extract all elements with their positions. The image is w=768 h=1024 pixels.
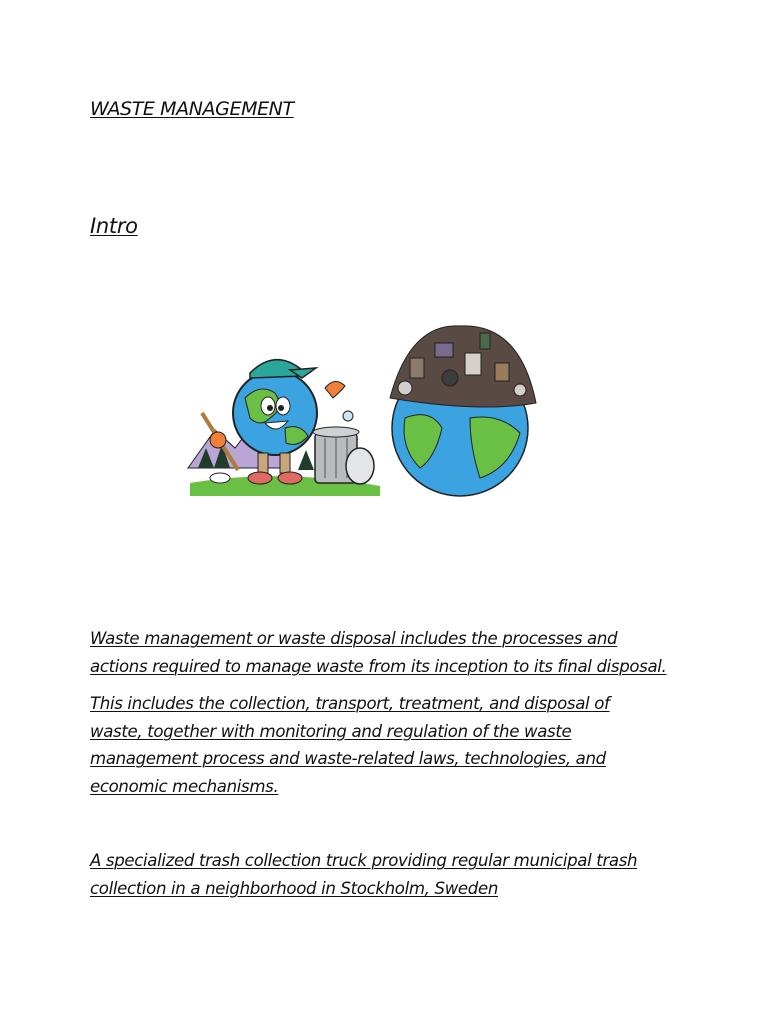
waste-illustration [180, 318, 540, 503]
trash-can-icon [313, 427, 374, 484]
section-heading-intro: Intro [90, 214, 138, 238]
paragraph-line: economic mechanisms. [90, 776, 279, 796]
paragraph-line: management process and waste-related laws, technologies, and [90, 749, 606, 768]
paragraph-waste-definition [90, 625, 710, 680]
paragraph-waste-scope [90, 690, 710, 800]
paragraph-line: Waste management or waste disposal includes the processes and [90, 629, 618, 648]
paragraph-line: actions required to manage waste from its inception to its final disposal. [90, 656, 667, 676]
paragraph-line: A specialized trash collection truck providing regular municipal trash [90, 851, 638, 870]
earth-with-garbage-icon [390, 326, 536, 496]
document-title: WASTE MANAGEMENT [90, 98, 294, 120]
paragraph-line: This includes the collection, transport, treatment, and disposal of [90, 694, 610, 713]
paragraph-line: collection in a neighborhood in Stockholm, Sweden [90, 878, 499, 898]
paragraph-truck-caption [90, 847, 710, 902]
paragraph-line: waste, together with monitoring and regulation of the waste [90, 721, 572, 741]
